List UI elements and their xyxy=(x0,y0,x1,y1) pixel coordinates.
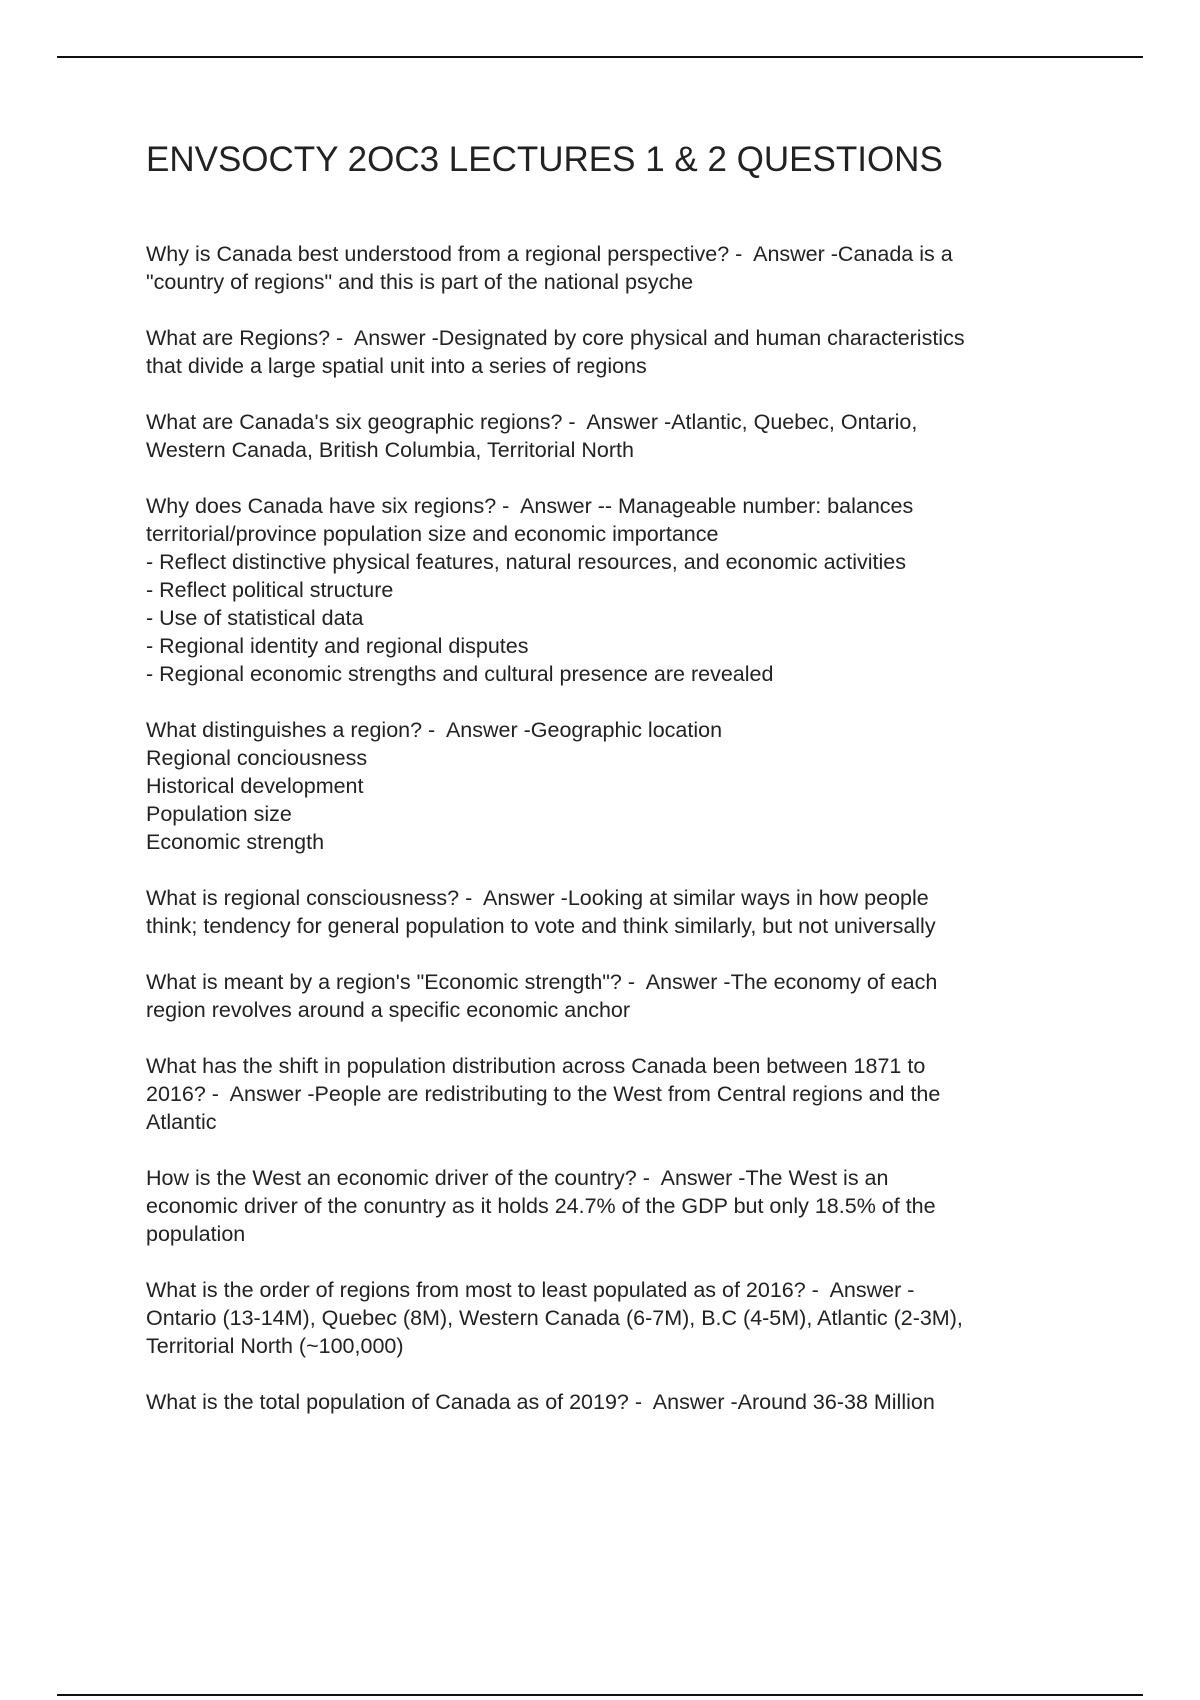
bottom-rule xyxy=(57,1694,1143,1696)
qa-line: What is the order of regions from most to least populated as of 2016? - Answer - xyxy=(146,1278,915,1302)
qa-item xyxy=(146,1276,1106,1360)
qa-item xyxy=(146,408,1106,464)
qa-item xyxy=(146,1164,1106,1248)
qa-line: Why does Canada have six regions? - Answer -- Manageable number: balances xyxy=(146,494,914,518)
qa-line: - Regional economic strengths and cultural presence are revealed xyxy=(146,662,774,686)
top-rule xyxy=(57,56,1143,58)
qa-line: territorial/province population size and economic importance xyxy=(146,522,719,546)
qa-line: What are Regions? - Answer -Designated by core physical and human characteristics xyxy=(146,326,965,350)
qa-item xyxy=(146,1052,1106,1136)
qa-line: Atlantic xyxy=(146,1110,217,1134)
qa-item xyxy=(146,1388,1106,1416)
qa-line: - Reflect distinctive physical features, natural resources, and economic activities xyxy=(146,550,907,574)
qa-line: Western Canada, British Columbia, Territorial North xyxy=(146,438,634,462)
qa-line: that divide a large spatial unit into a series of regions xyxy=(146,354,647,378)
qa-item xyxy=(146,716,1106,856)
qa-line: Territorial North (~100,000) xyxy=(146,1334,404,1358)
qa-line: Why is Canada best understood from a regional perspective? - Answer -Canada is a xyxy=(146,242,953,266)
qa-line: - Regional identity and regional disputes xyxy=(146,634,529,658)
qa-line: What is the total population of Canada as of 2019? - Answer -Around 36-38 Million xyxy=(146,1390,935,1414)
qa-line: economic driver of the conuntry as it holds 24.7% of the GDP but only 18.5% of the xyxy=(146,1194,936,1218)
qa-item xyxy=(146,240,1106,296)
qa-list xyxy=(146,240,1106,1444)
qa-line: What is regional consciousness? - Answer -Looking at similar ways in how people xyxy=(146,886,929,910)
qa-line: Historical development xyxy=(146,774,364,798)
qa-line: Economic strength xyxy=(146,830,325,854)
qa-line: Regional conciousness xyxy=(146,746,368,770)
qa-line: What distinguishes a region? - Answer -Geographic location xyxy=(146,718,723,742)
qa-line: - Use of statistical data xyxy=(146,606,364,630)
qa-line: "country of regions" and this is part of the national psyche xyxy=(146,270,694,294)
qa-line: Ontario (13-14M), Quebec (8M), Western Canada (6-7M), B.C (4-5M), Atlantic (2-3M), xyxy=(146,1306,963,1330)
qa-line: What is meant by a region's "Economic strength"? - Answer -The economy of each xyxy=(146,970,938,994)
qa-line: What are Canada's six geographic regions? - Answer -Atlantic, Quebec, Ontario, xyxy=(146,410,918,434)
qa-item xyxy=(146,492,1106,688)
qa-item xyxy=(146,968,1106,1024)
document-title: ENVSOCTY 2OC3 LECTURES 1 & 2 QUESTIONS xyxy=(146,140,943,179)
qa-item xyxy=(146,324,1106,380)
qa-line: region revolves around a specific economic anchor xyxy=(146,998,631,1022)
qa-line: think; tendency for general population to vote and think similarly, but not universally xyxy=(146,914,936,938)
qa-line: What has the shift in population distribution across Canada been between 1871 to xyxy=(146,1054,926,1078)
qa-line: How is the West an economic driver of the country? - Answer -The West is an xyxy=(146,1166,889,1190)
qa-line: - Reflect political structure xyxy=(146,578,394,602)
qa-line: 2016? - Answer -People are redistributing to the West from Central regions and the xyxy=(146,1082,941,1106)
qa-item xyxy=(146,884,1106,940)
qa-line: population xyxy=(146,1222,246,1246)
qa-line: Population size xyxy=(146,802,292,826)
